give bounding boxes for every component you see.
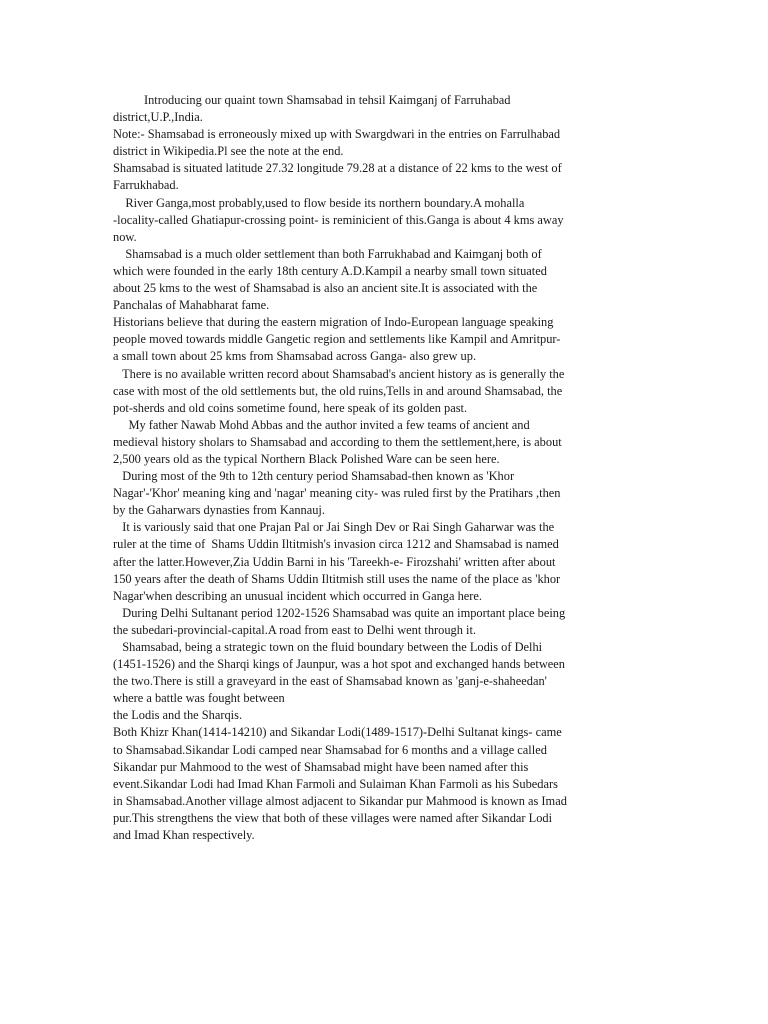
text-line: a small town about 25 kms from Shamsabad across Ganga- also grew up. [113,349,477,364]
text-line: Panchalas of Mahabharat fame. [113,298,270,313]
text-line: case with most of the old settlements but, the old ruins,Tells in and around Shamsabad, the [113,383,563,398]
text-line: During most of the 9th to 12th century period Shamsabad-then known as 'Khor [113,469,515,484]
text-line: and Imad Khan respectively. [113,828,255,843]
text-line: the two.There is still a graveyard in the east of Shamsabad known as 'ganj-e-shaheedan' [113,674,547,689]
text-line: the Lodis and the Sharqis. [113,708,243,723]
text-line: It is variously said that one Prajan Pal or Jai Singh Dev or Rai Singh Gaharwar was the [113,520,555,535]
text-line: after the latter.However,Zia Uddin Barni in his 'Tareekh-e- Firozshahi' written after about [113,554,556,569]
text-line: about 25 kms to the west of Shamsabad is also an ancient site.It is associated with the [113,281,538,296]
text-line: event.Sikandar Lodi had Imad Khan Farmoli and Sulaiman Khan Farmoli as his Subedars [113,776,558,791]
text-line: which were founded in the early 18th century A.D.Kampil a nearby small town situated [113,263,547,278]
text-line: Historians believe that during the eastern migration of Indo-European language speaking [113,315,554,330]
text-line: 150 years after the death of Shams Uddin Iltitmish still uses the name of the place as 'khor [113,571,561,586]
text-line: now. [113,229,137,244]
text-line: Farrukhabad. [113,178,179,193]
text-line: Shamsabad, being a strategic town on the fluid boundary between the Lodis of Delhi [113,640,543,654]
text-line: Shamsabad is situated latitude 27.32 longitude 79.28 at a distance of 22 kms to the west of [113,161,562,176]
text-line: pur.This strengthens the view that both of these villages were named after Sikandar Lodi [113,810,553,825]
text-line: people moved towards middle Gangetic region and settlements like Kampil and Amritpur- [113,332,561,347]
text-line: Sikandar pur Mahmood to the west of Shamsabad might have been named after this [113,759,529,774]
text-line: district,U.P.,India. [113,110,203,125]
document-body-text [113,92,658,844]
text-line: Nagar'when describing an unusual incident which occurred in Ganga here. [113,588,482,603]
text-line: to Shamsabad.Sikandar Lodi camped near Shamsabad for 6 months and a village called [113,742,547,757]
text-line: My father Nawab Mohd Abbas and the author invited a few teams of ancient and [113,417,530,432]
text-line: (1451-1526) and the Sharqi kings of Jaunpur, was a hot spot and exchanged hands between [113,657,565,672]
text-line: -locality-called Ghatiapur-crossing point- is reminicient of this.Ganga is about 4 kms away [113,212,564,227]
text-line: district in Wikipedia.Pl see the note at the end. [113,144,344,159]
text-line: During Delhi Sultanant period 1202-1526 Shamsabad was quite an important place being [113,605,566,620]
text-line: Note:- Shamsabad is erroneously mixed up with Swargdwari in the entries on Farrulhabad [113,127,561,142]
text-line: 2,500 years old as the typical Northern Black Polished Ware can be seen here. [113,451,500,466]
text-line: Shamsabad is a much older settlement than both Farrukhabad and Kaimganj both of [113,246,542,261]
text-line: pot-sherds and old coins sometime found, here speak of its golden past. [113,400,468,415]
text-line: in Shamsabad.Another village almost adjacent to Sikandar pur Mahmood is known as Imad [113,793,567,808]
text-line: the subedari-provincial-capital.A road from east to Delhi went through it. [113,622,477,637]
text-line: Introducing our quaint town Shamsabad in tehsil Kaimganj of Farruhabad [113,93,511,107]
text-line: ruler at the time of Shams Uddin Iltitmish's invasion circa 1212 and Shamsabad is named [113,537,559,552]
text-line: Nagar'-'Khor' meaning king and 'nagar' meaning city- was ruled first by the Pratihars ,then [113,486,561,501]
text-line: medieval history sholars to Shamsabad and according to them the settlement,here, is about [113,434,562,449]
text-line: by the Gaharwars dynasties from Kannauj. [113,503,325,518]
text-line: There is no available written record about Shamsabad's ancient history as is generally the [113,366,565,381]
text-line: River Ganga,most probably,used to flow beside its northern boundary.A mohalla [113,195,525,210]
text-line: where a battle was fought between [113,691,285,706]
text-line: Both Khizr Khan(1414-14210) and Sikandar Lodi(1489-1517)-Delhi Sultanat kings- came [113,725,562,740]
